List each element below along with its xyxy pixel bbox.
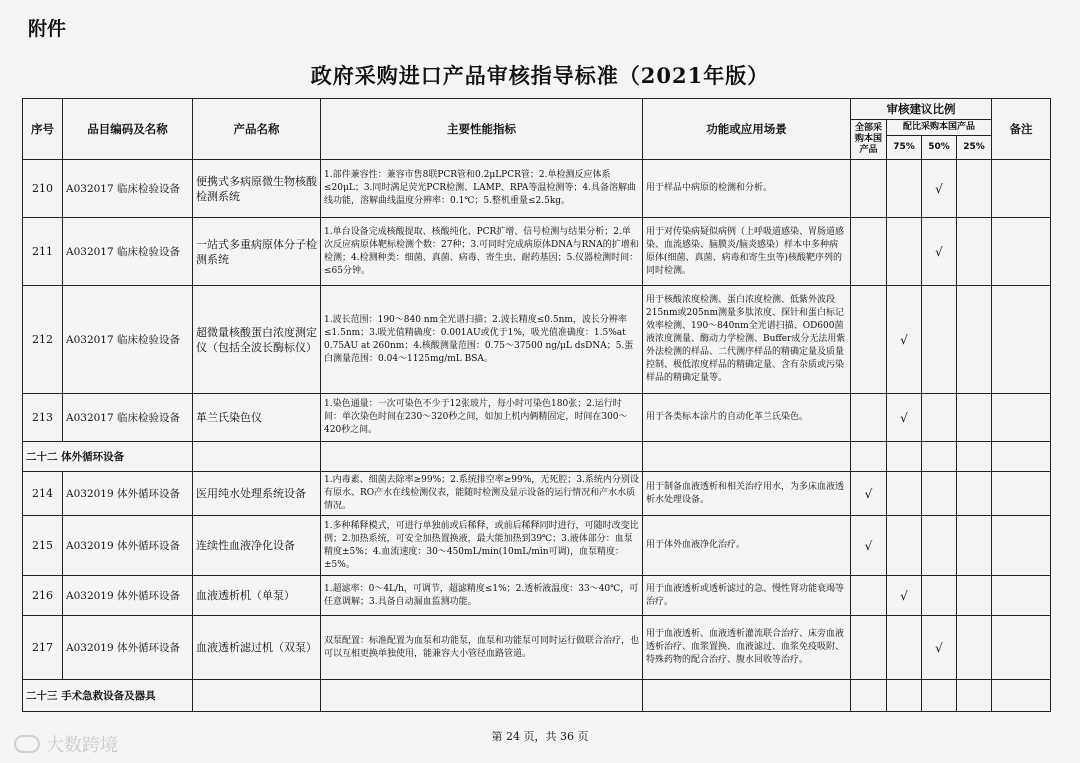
row-p75: √ (887, 576, 922, 616)
row-code: A032019 体外循环设备 (63, 576, 193, 616)
watermark-text: 大数跨境 (46, 735, 118, 756)
row-remark (992, 516, 1051, 576)
row-p50: √ (922, 160, 957, 218)
table-row (23, 160, 1051, 218)
header-specs: 主要性能指标 (321, 99, 643, 160)
row-p75 (887, 516, 922, 576)
watermark (14, 731, 118, 757)
row-p25 (957, 576, 992, 616)
row-p50 (922, 472, 957, 516)
row-seq: 213 (23, 394, 63, 442)
row-function: 用于血液透析或透析滤过的急、慢性肾功能衰竭等治疗。 (643, 576, 851, 616)
row-specs: 1.波长范围：190～840 nm全光谱扫描；2.波长精度≤0.5nm，波长分辨率≤1.5nm；3.吸光值精确度：0.001AU或优于1%，吸光值准确度：1.5%at 0.75AU at 260nm；4.核酸测量范围：0.75～37500 ng/μL dsDNA；5.蛋白测量范围：0.04～1125mg/mL BSA。 (321, 286, 643, 394)
row-p75 (887, 160, 922, 218)
row-specs: 1.单台设备完成核酸提取、核酸纯化、PCR扩增、信号检测与结果分析；2.单次反应病原体靶标检测个数：27种；3.可同时完成病原体DNA与RNA的扩增和检测；4.检测种类：细菌、真菌、病毒、寄生虫、耐药基因；5.仪器检测时间：≤65分钟。 (321, 218, 643, 286)
row-p50 (922, 394, 957, 442)
row-code: A032017 临床检验设备 (63, 394, 193, 442)
row-code: A032019 体外循环设备 (63, 516, 193, 576)
row-p25 (957, 218, 992, 286)
header-p50: 50% (922, 136, 957, 160)
row-p50: √ (922, 616, 957, 680)
row-specs: 1.内毒素、细菌去除率≥99%；2.系统排空率≥99%，无死腔；3.系统内分别设有原水、RO产水在线检测仪表，能随时检测及显示设备的运行情况和产水水质情况。 (321, 472, 643, 516)
page-footer: 第 24 页，共 36 页 (491, 730, 589, 743)
row-p50 (922, 516, 957, 576)
row-seq: 211 (23, 218, 63, 286)
header-compare: 配比采购本国产品 (887, 120, 992, 136)
row-seq: 214 (23, 472, 63, 516)
row-code: A032017 临床检验设备 (63, 160, 193, 218)
row-product: 革兰氏染色仪 (193, 394, 321, 442)
row-remark (992, 286, 1051, 394)
table-row (23, 286, 1051, 394)
attachment-label: 附件 (28, 18, 67, 40)
row-p50: √ (922, 218, 957, 286)
row-p25 (957, 286, 992, 394)
row-function: 用于对传染病疑似病例（上呼吸道感染、胃肠道感染、血流感染、脑膜炎/脑炎感染）样本中多种病原体(细菌、真菌、病毒和寄生虫等)核酸靶序列的同时检测。 (643, 218, 851, 286)
header-all-domestic: 全部采购本国产品 (851, 120, 887, 160)
row-all-domestic (851, 616, 887, 680)
row-seq: 217 (23, 616, 63, 680)
row-all-domestic (851, 286, 887, 394)
row-p25 (957, 394, 992, 442)
row-product: 便携式多病原微生物核酸检测系统 (193, 160, 321, 218)
document-title: 政府采购进口产品审核指导标准（2021年版） (310, 63, 770, 88)
section-row (23, 442, 1051, 472)
row-p50 (922, 576, 957, 616)
row-all-domestic (851, 218, 887, 286)
row-specs: 1.染色通量：一次可染色不少于12张玻片，每小时可染色180张；2.运行时间：单次染色时间在230～320秒之间，如加上机内俩精固定，时间在300～420秒之间。 (321, 394, 643, 442)
row-p75: √ (887, 394, 922, 442)
table-row (23, 472, 1051, 516)
table-row (23, 394, 1051, 442)
header-seq: 序号 (23, 99, 63, 160)
row-function: 用于核酸浓度检测、蛋白浓度检测、低紫外波段215nm或205nm测量多肽浓度、探针和蛋白标记效率检测、190～840nm全光谱扫描、OD600菌液浓度测量、酶动力学检测、Buffer成分无法用紫外法检测的样品、二代测序样品的精确定量及质量控制、极低浓度样品的精确定量、含有杂质或污染样品的精确定量等。 (643, 286, 851, 394)
row-seq: 216 (23, 576, 63, 616)
row-function: 用于体外血液净化治疗。 (643, 516, 851, 576)
table-row (23, 616, 1051, 680)
row-p25 (957, 516, 992, 576)
header-p25: 25% (957, 136, 992, 160)
header-code-name: 品目编码及名称 (63, 99, 193, 160)
row-product: 超微量核酸蛋白浓度测定仪（包括全波长酶标仪） (193, 286, 321, 394)
table-row (23, 516, 1051, 576)
row-all-domestic: √ (851, 472, 887, 516)
row-p75 (887, 218, 922, 286)
row-remark (992, 394, 1051, 442)
row-function: 用于血液透析、血液透析灌流联合治疗、床旁血液透析治疗、血浆置换、血液滤过、血浆免疫吸附、特殊药物的配合治疗、腹水回收等治疗。 (643, 616, 851, 680)
row-all-domestic: √ (851, 516, 887, 576)
standards-table (22, 98, 1051, 712)
table-row (23, 576, 1051, 616)
row-specs: 1.超滤率：0～4L/h，可调节，超滤精度≤1%；2.透析液温度：33～40℃，可任意调解；3.具备自动漏血监测功能。 (321, 576, 643, 616)
row-specs: 1.部件兼容性：兼容市售8联PCR管和0.2μLPCR管；2.单检测反应体系≤20μL；3.同时满足荧光PCR检测、LAMP、RPA等温检测等；4.具备溶解曲线功能，溶解曲线温度分辨率：0.1℃；5.整机重量≤2.5kg。 (321, 160, 643, 218)
row-all-domestic (851, 394, 887, 442)
section-label: 二十三 手术急救设备及器具 (23, 680, 193, 712)
header-p75: 75% (887, 136, 922, 160)
row-product: 连续性血液净化设备 (193, 516, 321, 576)
row-remark (992, 160, 1051, 218)
row-all-domestic (851, 576, 887, 616)
row-function: 用于样品中病原的检测和分析。 (643, 160, 851, 218)
row-p25 (957, 472, 992, 516)
row-code: A032019 体外循环设备 (63, 472, 193, 516)
header-remark: 备注 (992, 99, 1051, 160)
row-product: 血液透析机（单泵） (193, 576, 321, 616)
row-p75 (887, 616, 922, 680)
section-row (23, 680, 1051, 712)
row-seq: 215 (23, 516, 63, 576)
header-product: 产品名称 (193, 99, 321, 160)
row-product: 一站式多重病原体分子检测系统 (193, 218, 321, 286)
row-all-domestic (851, 160, 887, 218)
watermark-logo-icon (14, 735, 40, 753)
row-p25 (957, 160, 992, 218)
row-p75: √ (887, 286, 922, 394)
row-product: 医用纯水处理系统设备 (193, 472, 321, 516)
row-seq: 210 (23, 160, 63, 218)
row-function: 用于制备血液透析和相关治疗用水，为多床血液透析水处理设备。 (643, 472, 851, 516)
row-p75 (887, 472, 922, 516)
row-seq: 212 (23, 286, 63, 394)
row-code: A032019 体外循环设备 (63, 616, 193, 680)
row-remark (992, 616, 1051, 680)
row-code: A032017 临床检验设备 (63, 218, 193, 286)
row-remark (992, 576, 1051, 616)
table-row (23, 218, 1051, 286)
row-remark (992, 218, 1051, 286)
row-p25 (957, 616, 992, 680)
row-product: 血液透析滤过机（双泵） (193, 616, 321, 680)
row-function: 用于各类标本涂片的自动化革兰氏染色。 (643, 394, 851, 442)
row-code: A032017 临床检验设备 (63, 286, 193, 394)
section-label: 二十二 体外循环设备 (23, 442, 193, 472)
row-p50 (922, 286, 957, 394)
header-function: 功能或应用场景 (643, 99, 851, 160)
row-specs: 双泵配置：标准配置为血泵和功能泵，血泵和功能泵可同时运行做联合治疗，也可以互相更换单独使用，能兼容大小管径血路管道。 (321, 616, 643, 680)
row-specs: 1.多种稀释模式，可进行单独前或后稀释，或前后稀释同时进行，可随时改变比例；2.加热系统，可安全加热置换液，最大能加热到39℃；3.液体部分：血泵精度±5%；4.血流速度：30～450mL/min(10mL/min可调)，血泵精度：±5%。 (321, 516, 643, 576)
row-remark (992, 472, 1051, 516)
header-ratio: 审核建议比例 (851, 99, 992, 120)
